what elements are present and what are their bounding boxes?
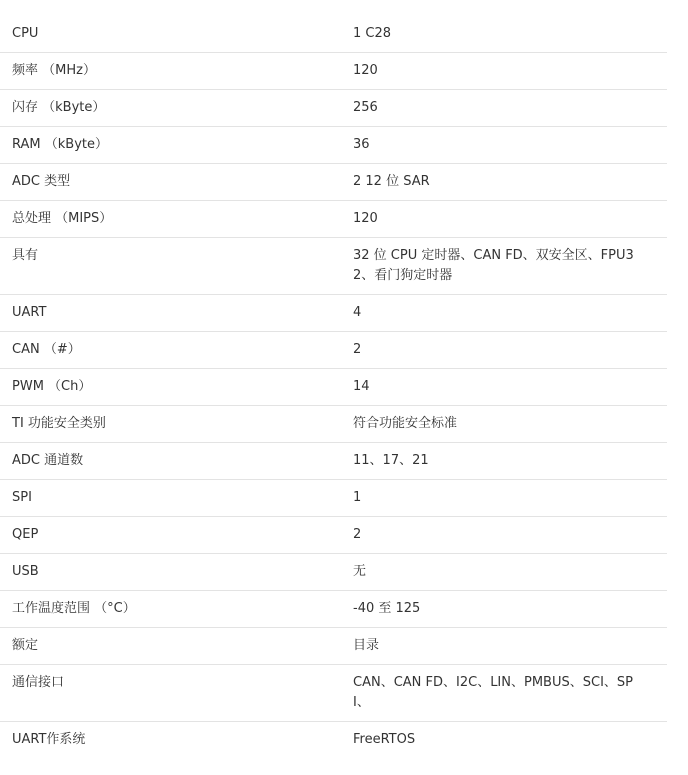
spec-row-comm-interfaces bbox=[0, 665, 667, 722]
spec-value: 2 bbox=[353, 527, 362, 542]
spec-row-total-processing bbox=[0, 201, 667, 238]
spec-row-adc-type bbox=[0, 164, 667, 201]
spec-label: 额定 bbox=[12, 638, 39, 653]
spec-label: RAM （kByte） bbox=[12, 137, 108, 152]
spec-label: 工作温度范围 （°C） bbox=[12, 601, 136, 616]
spec-value: 1 C28 bbox=[353, 26, 392, 41]
spec-label: TI 功能安全类别 bbox=[12, 416, 106, 431]
spec-label: 通信接口 bbox=[12, 675, 65, 690]
spec-label: SPI bbox=[12, 490, 32, 505]
spec-label: CPU bbox=[12, 26, 39, 41]
spec-table bbox=[0, 16, 667, 758]
spec-value: 256 bbox=[353, 100, 378, 115]
spec-row-uart bbox=[0, 295, 667, 332]
spec-row-ram bbox=[0, 127, 667, 164]
spec-value: 目录 bbox=[353, 638, 380, 653]
spec-value: 符合功能安全标准 bbox=[353, 416, 458, 431]
spec-row-qep bbox=[0, 517, 667, 554]
spec-label: 总处理 （MIPS） bbox=[12, 211, 113, 226]
spec-value: 11、17、21 bbox=[353, 453, 429, 468]
spec-label: UART bbox=[12, 305, 47, 320]
spec-value: 无 bbox=[353, 564, 367, 579]
spec-value: 36 bbox=[353, 137, 370, 152]
spec-row-usb bbox=[0, 554, 667, 591]
spec-value: -40 至 125 bbox=[353, 601, 421, 616]
spec-row-adc-channels bbox=[0, 443, 667, 480]
spec-label: UART作系统 bbox=[12, 732, 86, 747]
spec-row-cpu bbox=[0, 16, 667, 53]
spec-value: CAN、CAN FD、I2C、LIN、PMBUS、SCI、SPI、 bbox=[353, 675, 633, 710]
spec-row-frequency bbox=[0, 53, 667, 90]
spec-value: 2 bbox=[353, 342, 362, 357]
spec-label: USB bbox=[12, 564, 39, 579]
spec-label: PWM （Ch） bbox=[12, 379, 92, 394]
spec-row-features bbox=[0, 238, 667, 295]
spec-row-pwm bbox=[0, 369, 667, 406]
spec-row-can bbox=[0, 332, 667, 369]
spec-label: 闪存 （kByte） bbox=[12, 100, 106, 115]
spec-row-os bbox=[0, 722, 667, 758]
spec-label: QEP bbox=[12, 527, 39, 542]
spec-value: 120 bbox=[353, 211, 378, 226]
spec-value: 1 bbox=[353, 490, 362, 505]
spec-label: CAN （#） bbox=[12, 342, 81, 357]
spec-label: ADC 通道数 bbox=[12, 453, 84, 468]
spec-label: 具有 bbox=[12, 248, 39, 263]
spec-value: 2 12 位 SAR bbox=[353, 174, 430, 189]
spec-label: 频率 （MHz） bbox=[12, 63, 96, 78]
spec-row-flash bbox=[0, 90, 667, 127]
spec-row-temperature bbox=[0, 591, 667, 628]
spec-value: 4 bbox=[353, 305, 362, 320]
spec-row-spi bbox=[0, 480, 667, 517]
spec-value: FreeRTOS bbox=[353, 732, 416, 747]
spec-value: 120 bbox=[353, 63, 378, 78]
spec-value: 14 bbox=[353, 379, 370, 394]
spec-row-rating bbox=[0, 628, 667, 665]
spec-value: 32 位 CPU 定时器、CAN FD、双安全区、FPU32、看门狗定时器 bbox=[353, 248, 634, 283]
spec-label: ADC 类型 bbox=[12, 174, 71, 189]
spec-row-safety-category bbox=[0, 406, 667, 443]
